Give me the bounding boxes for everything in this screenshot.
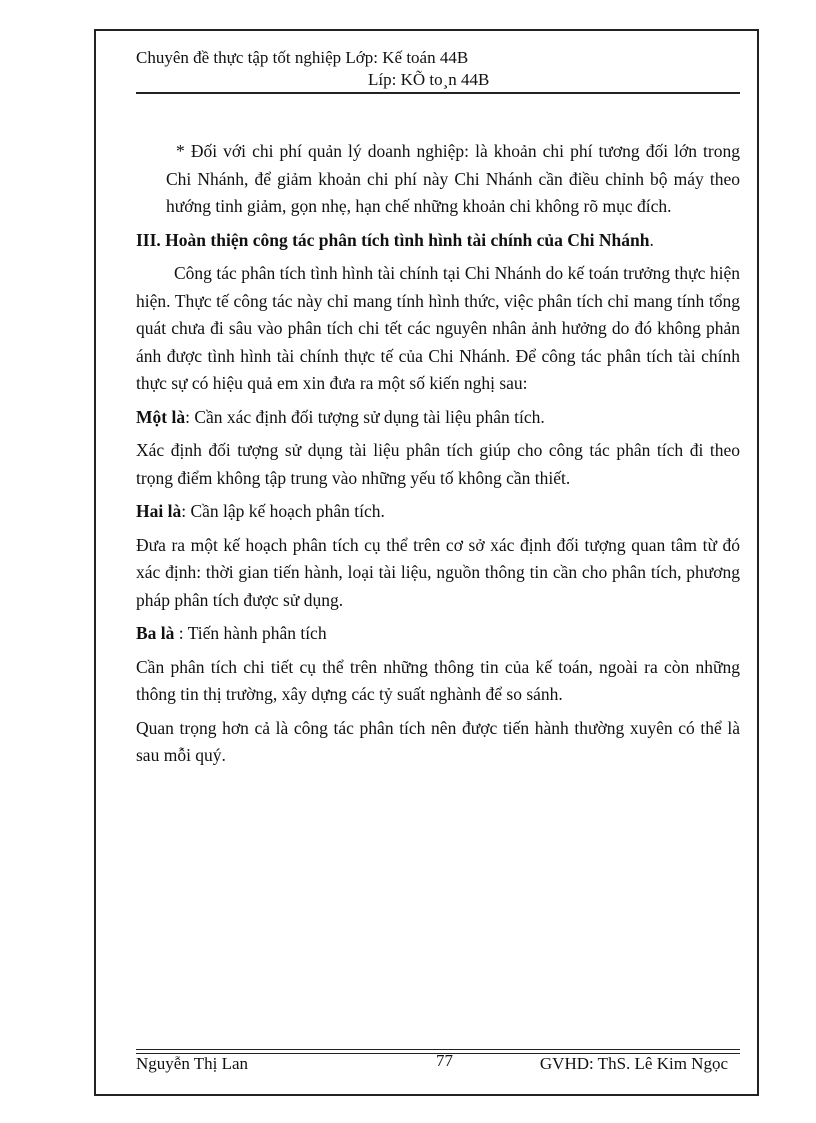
recommendation-3-detail: Cần phân tích chi tiết cụ thể trên những thông tin của kế toán, ngoài ra còn những thông tin thị trường, xây dựng các tỷ suất nghành để so sánh.	[136, 656, 740, 704]
recommendation-1-title-text: : Cần xác định đối tượng sử dụng tài liệu phân tích.	[185, 406, 545, 427]
header-line-1: Chuyên đề thực tập tốt nghiệp Lớp: Kế toán 44B	[136, 48, 469, 67]
header-rule	[136, 92, 740, 94]
header-line-2: Líp: KÕ to¸n 44B	[368, 70, 490, 89]
footer-advisor: GVHD: ThS. Lê Kim Ngọc	[539, 1054, 728, 1073]
footer-author: Nguyễn Thị Lan	[136, 1054, 249, 1073]
recommendation-2-detail: Đưa ra một kế hoạch phân tích cụ thể trên cơ sở xác định đối tượng quan tâm từ đó xác định: thời gian tiến hành, loại tài liệu, nguồn thông tin cần cho phân tích, phương pháp phân tích được sử dụng.	[136, 534, 740, 610]
recommendation-3-title-text: : Tiến hành phân tích	[174, 623, 327, 643]
recommendation-3-label: Ba là	[136, 623, 175, 643]
recommendation-3-title	[136, 620, 740, 648]
admin-cost-block	[136, 138, 740, 221]
recommendation-1-label: Một là	[136, 406, 186, 427]
admin-cost-paragraph: * Đối với chi phí quản lý doanh nghiệp: là khoản chi phí tương đối lớn trong Chi Nhánh, để giảm khoản chi phí này Chi Nhánh cần điều chỉnh bộ máy theo hướng tinh giảm, gọn nhẹ, hạn chế những khoản chi không rõ mục đích.	[166, 141, 740, 216]
section-heading-text: III. Hoàn thiện công tác phân tích tình hình tài chính của Chi Nhánh	[136, 229, 650, 250]
section-heading-period: .	[649, 229, 654, 250]
recommendation-1-title	[136, 404, 740, 432]
page-number: 77	[436, 1051, 453, 1070]
recommendation-1-detail: Xác định đối tượng sử dụng tài liệu phân tích giúp cho công tác phân tích đi theo trọng điểm không tập trung vào những yếu tố không cần thiết.	[136, 440, 740, 488]
closing-paragraph: Quan trọng hơn cả là công tác phân tích nên được tiến hành thường xuyên có thể là sau mỗi quý.	[136, 717, 740, 765]
intro-paragraph: Công tác phân tích tình hình tài chính tại Chi Nhánh do kế toán trưởng thực hiện hiện. Thực tế công tác này chỉ mang tính hình thức, việc phân tích chỉ mang tính tổng quát chưa đi sâu vào phân tích chi tết các nguyên nhân ảnh hưởng do đó không phản ánh được tình hình tài chính thực tế của Chi Nhánh. Để công tác phân tích tài chính thực sự có hiệu quả em xin đưa ra một số kiến nghị sau:	[136, 263, 740, 393]
recommendation-2-title-text: : Cần lập kế hoạch phân tích.	[181, 501, 385, 521]
page-content	[136, 138, 740, 776]
recommendation-2-title	[136, 498, 740, 526]
recommendation-2-label: Hai là	[136, 501, 182, 521]
section-heading	[136, 227, 740, 255]
